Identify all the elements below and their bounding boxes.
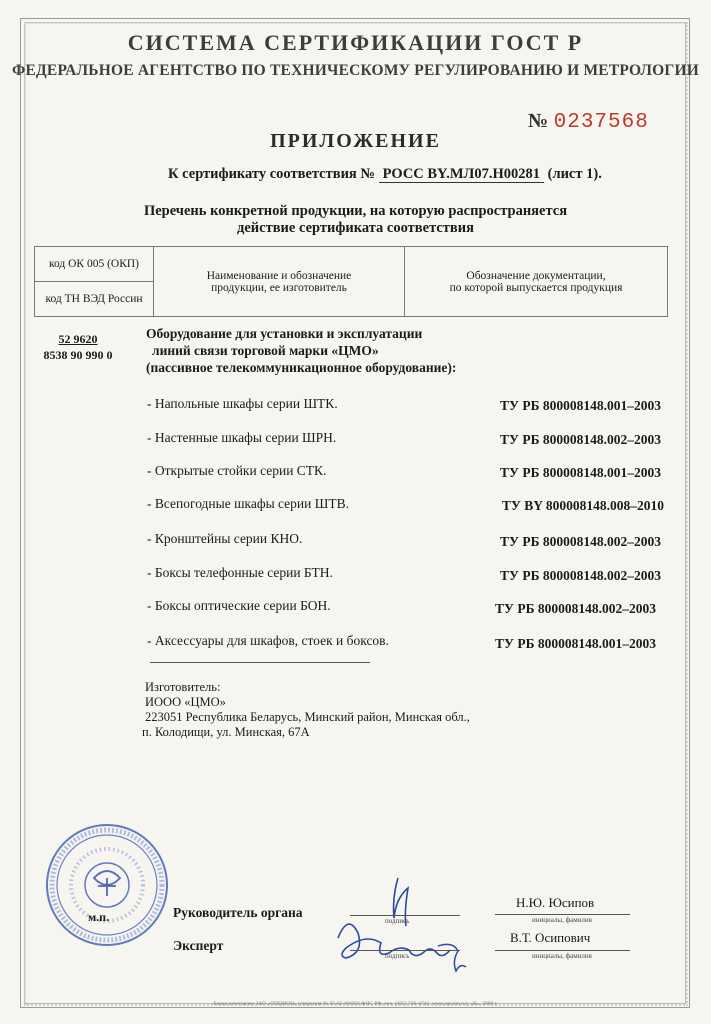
head-signature-line [350, 915, 460, 916]
certificate-number: РОСС BY.МЛ07.Н00281 [379, 166, 544, 183]
okp-code-header: код ОК 005 (ОКП) [35, 247, 154, 282]
manufacturer-name: ИООО «ЦМО» [145, 695, 226, 709]
head-name-caption: инициалы, фамилия [532, 916, 592, 924]
product-item-doc: ТУ BY 800008148.008–2010 [501, 498, 664, 513]
product-item-doc: ТУ РБ 800008148.002–2003 [500, 568, 661, 583]
list-title-line1: Перечень конкретной продукции, на которую распространяется [143, 203, 568, 219]
head-name-line [495, 914, 630, 915]
product-item-doc: ТУ РБ 800008148.002–2003 [500, 534, 661, 549]
certificate-sheet: (лист 1). [547, 166, 602, 182]
manufacturer-address-line1: 223051 Республика Беларусь, Минский район, Минская обл., [145, 710, 470, 724]
head-name: Н.Ю. Юсипов [516, 895, 595, 910]
product-item-doc: ТУ РБ 800008148.001–2003 [500, 398, 661, 413]
okp-code-value: 52 9620 [58, 332, 98, 346]
product-group-line3: (пассивное телекоммуникационное оборудование): [146, 360, 457, 375]
head-of-body-label: Руководитель органа [173, 905, 303, 920]
documentation-header-line2: по которой выпускается продукция [449, 281, 623, 294]
product-name-header-line2: продукции, ее изготовитель [211, 281, 347, 294]
expert-signature-caption: подпись [385, 952, 410, 960]
product-item-name: - Кронштейны серии КНО. [147, 531, 303, 546]
product-item-name: - Напольные шкафы серии ШТК. [147, 396, 338, 411]
product-item-doc: ТУ РБ 800008148.002–2003 [500, 432, 661, 447]
product-item-name: - Всепогодные шкафы серии ШТВ. [147, 496, 349, 511]
product-name-header [154, 247, 405, 317]
expert-signature-line [350, 950, 460, 951]
separator-line [150, 662, 370, 663]
header-table [34, 246, 668, 317]
tnved-code-value: 8538 90 990 0 [43, 348, 113, 362]
tnved-code-header: код ТН ВЭД Россин [35, 282, 154, 317]
stamp-place-label: м.п. [88, 910, 110, 924]
list-title-line2: действие сертификата соответствия [237, 220, 474, 236]
product-item-name: - Боксы оптические серии БОН. [147, 598, 331, 613]
product-item-name: - Открытые стойки серии СТК. [147, 463, 327, 478]
number-sign: № [528, 110, 549, 132]
expert-name: В.Т. Осипович [510, 930, 591, 945]
product-item-doc: ТУ РБ 800008148.001–2003 [500, 465, 661, 480]
documentation-header [405, 247, 668, 317]
agency-title: ФЕДЕРАЛЬНОЕ АГЕНТСТВО ПО ТЕХНИЧЕСКОМУ РЕГУЛИРОВАНИЮ И МЕТРОЛОГИИ [11, 62, 700, 79]
head-signature-caption: подпись [385, 917, 410, 925]
product-name-header-line1: Наименование и обозначение [206, 269, 352, 282]
certificate-reference [168, 166, 602, 183]
expert-label: Эксперт [173, 938, 224, 953]
product-item-name: - Настенные шкафы серии ШРН. [147, 430, 337, 445]
product-group-line1: Оборудование для установки и эксплуатации [146, 326, 423, 341]
product-item-doc: ТУ РБ 800008148.002–2003 [495, 601, 656, 616]
manufacturer-address-line2: п. Колодищи, ул. Минская, 67А [142, 725, 310, 739]
certificate-prefix: К сертификату соответствия № [168, 166, 375, 182]
blank-number-value: 0237568 [553, 111, 649, 134]
product-item-name: - Аксессуары для шкафов, стоек и боксов. [147, 633, 389, 648]
certification-stamp [42, 820, 172, 950]
product-item-name: - Боксы телефонные серии БТН. [147, 565, 333, 580]
blank-footer: Бланк изготовлен ЗАО «ОПЦИОН» (лицензия № 05-05-09/003 ФНС РФ, тел. (495) 726-4742, www.opcion.ru), «В», 2009 г. [213, 1001, 498, 1007]
document-title: ПРИЛОЖЕНИЕ [270, 130, 441, 152]
product-group-line2: линий связи торговой марки «ЦМО» [152, 343, 379, 358]
expert-name-caption: инициалы, фамилия [532, 952, 592, 960]
documentation-header-line1: Обозначение документации, [466, 269, 606, 282]
certification-system-title: СИСТЕМА СЕРТИФИКАЦИИ ГОСТ Р [127, 30, 584, 55]
manufacturer-label: Изготовитель: [145, 680, 221, 694]
product-item-doc: ТУ РБ 800008148.001–2003 [495, 636, 656, 651]
expert-name-line [495, 950, 630, 951]
